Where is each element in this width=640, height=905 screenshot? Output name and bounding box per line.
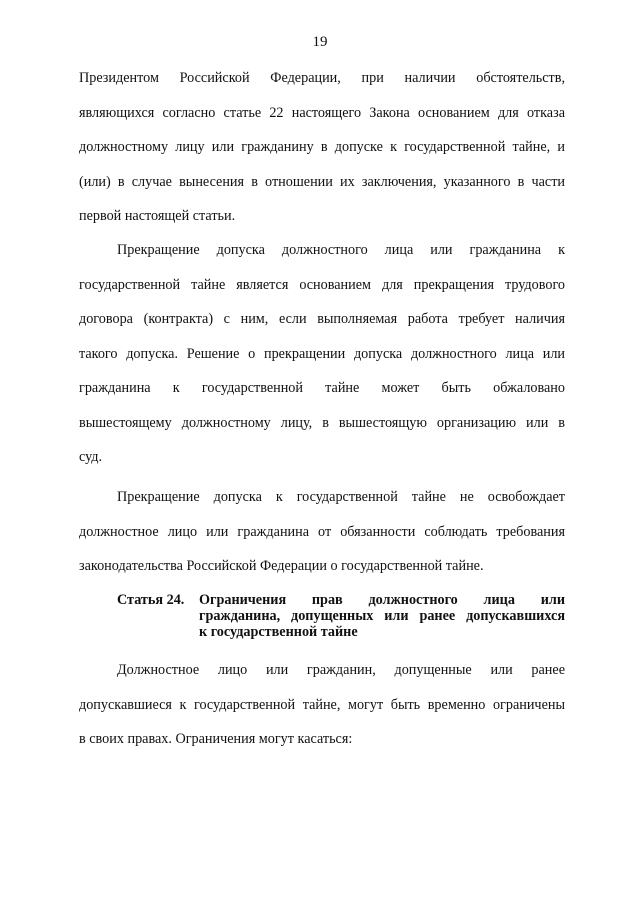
paragraph-line: должностному лицу или гражданину в допуске к государственной тайне, и xyxy=(79,139,565,155)
paragraph-line: должностное лицо или гражданина от обязанности соблюдать требования xyxy=(79,523,565,540)
paragraph-line: Президентом Российской Федерации, при наличии обстоятельств, xyxy=(79,70,565,86)
article-title-line: гражданина, допущенных или ранее допускавшихся xyxy=(199,608,565,624)
paragraph-line: договора (контракта) с ним, если выполняемая работа требует наличия xyxy=(79,311,565,327)
paragraph-obligations xyxy=(79,488,565,592)
paragraph-line: Прекращение допуска должностного лица или гражданина к xyxy=(117,242,565,258)
paragraph-line: допускавшиеся к государственной тайне, могут быть временно ограничены xyxy=(79,696,565,713)
page-number: 19 xyxy=(312,34,328,50)
paragraph-line: такого допуска. Решение о прекращении допуска должностного лица или xyxy=(79,345,565,362)
article-title-line: Ограничения прав должностного лица или xyxy=(199,592,565,608)
paragraph-line: являющихся согласно статье 22 настоящего Закона основанием для отказа xyxy=(79,104,565,121)
paragraph-line: вышестоящему должностному лицу, в вышестоящую организацию или в xyxy=(79,414,565,431)
paragraph-line: (или) в случае вынесения в отношении их заключения, указанного в части xyxy=(79,173,565,190)
paragraph-line: законодательства Российской Федерации о государственной тайне. xyxy=(79,558,484,574)
paragraph-line: суд. xyxy=(79,449,103,465)
paragraph-line: первой настоящей статьи. xyxy=(79,208,236,224)
paragraph-line: государственной тайне является основанием для прекращения трудового xyxy=(79,276,565,293)
paragraph-termination-of-access xyxy=(79,241,565,483)
paragraph-line: Прекращение допуска к государственной тайне не освобождает xyxy=(117,489,565,505)
article-number: Статья 24. xyxy=(117,592,185,608)
article-title xyxy=(199,592,565,640)
paragraph-restrictions xyxy=(79,661,565,765)
paragraph-line: гражданина к государственной тайне может быть обжаловано xyxy=(79,380,565,396)
article-title-line: к государственной тайне xyxy=(199,624,358,640)
paragraph-line: Должностное лицо или гражданин, допущенные или ранее xyxy=(117,662,565,678)
paragraph-line: в своих правах. Ограничения могут касаться: xyxy=(79,731,353,747)
paragraph-continuation xyxy=(79,69,565,242)
